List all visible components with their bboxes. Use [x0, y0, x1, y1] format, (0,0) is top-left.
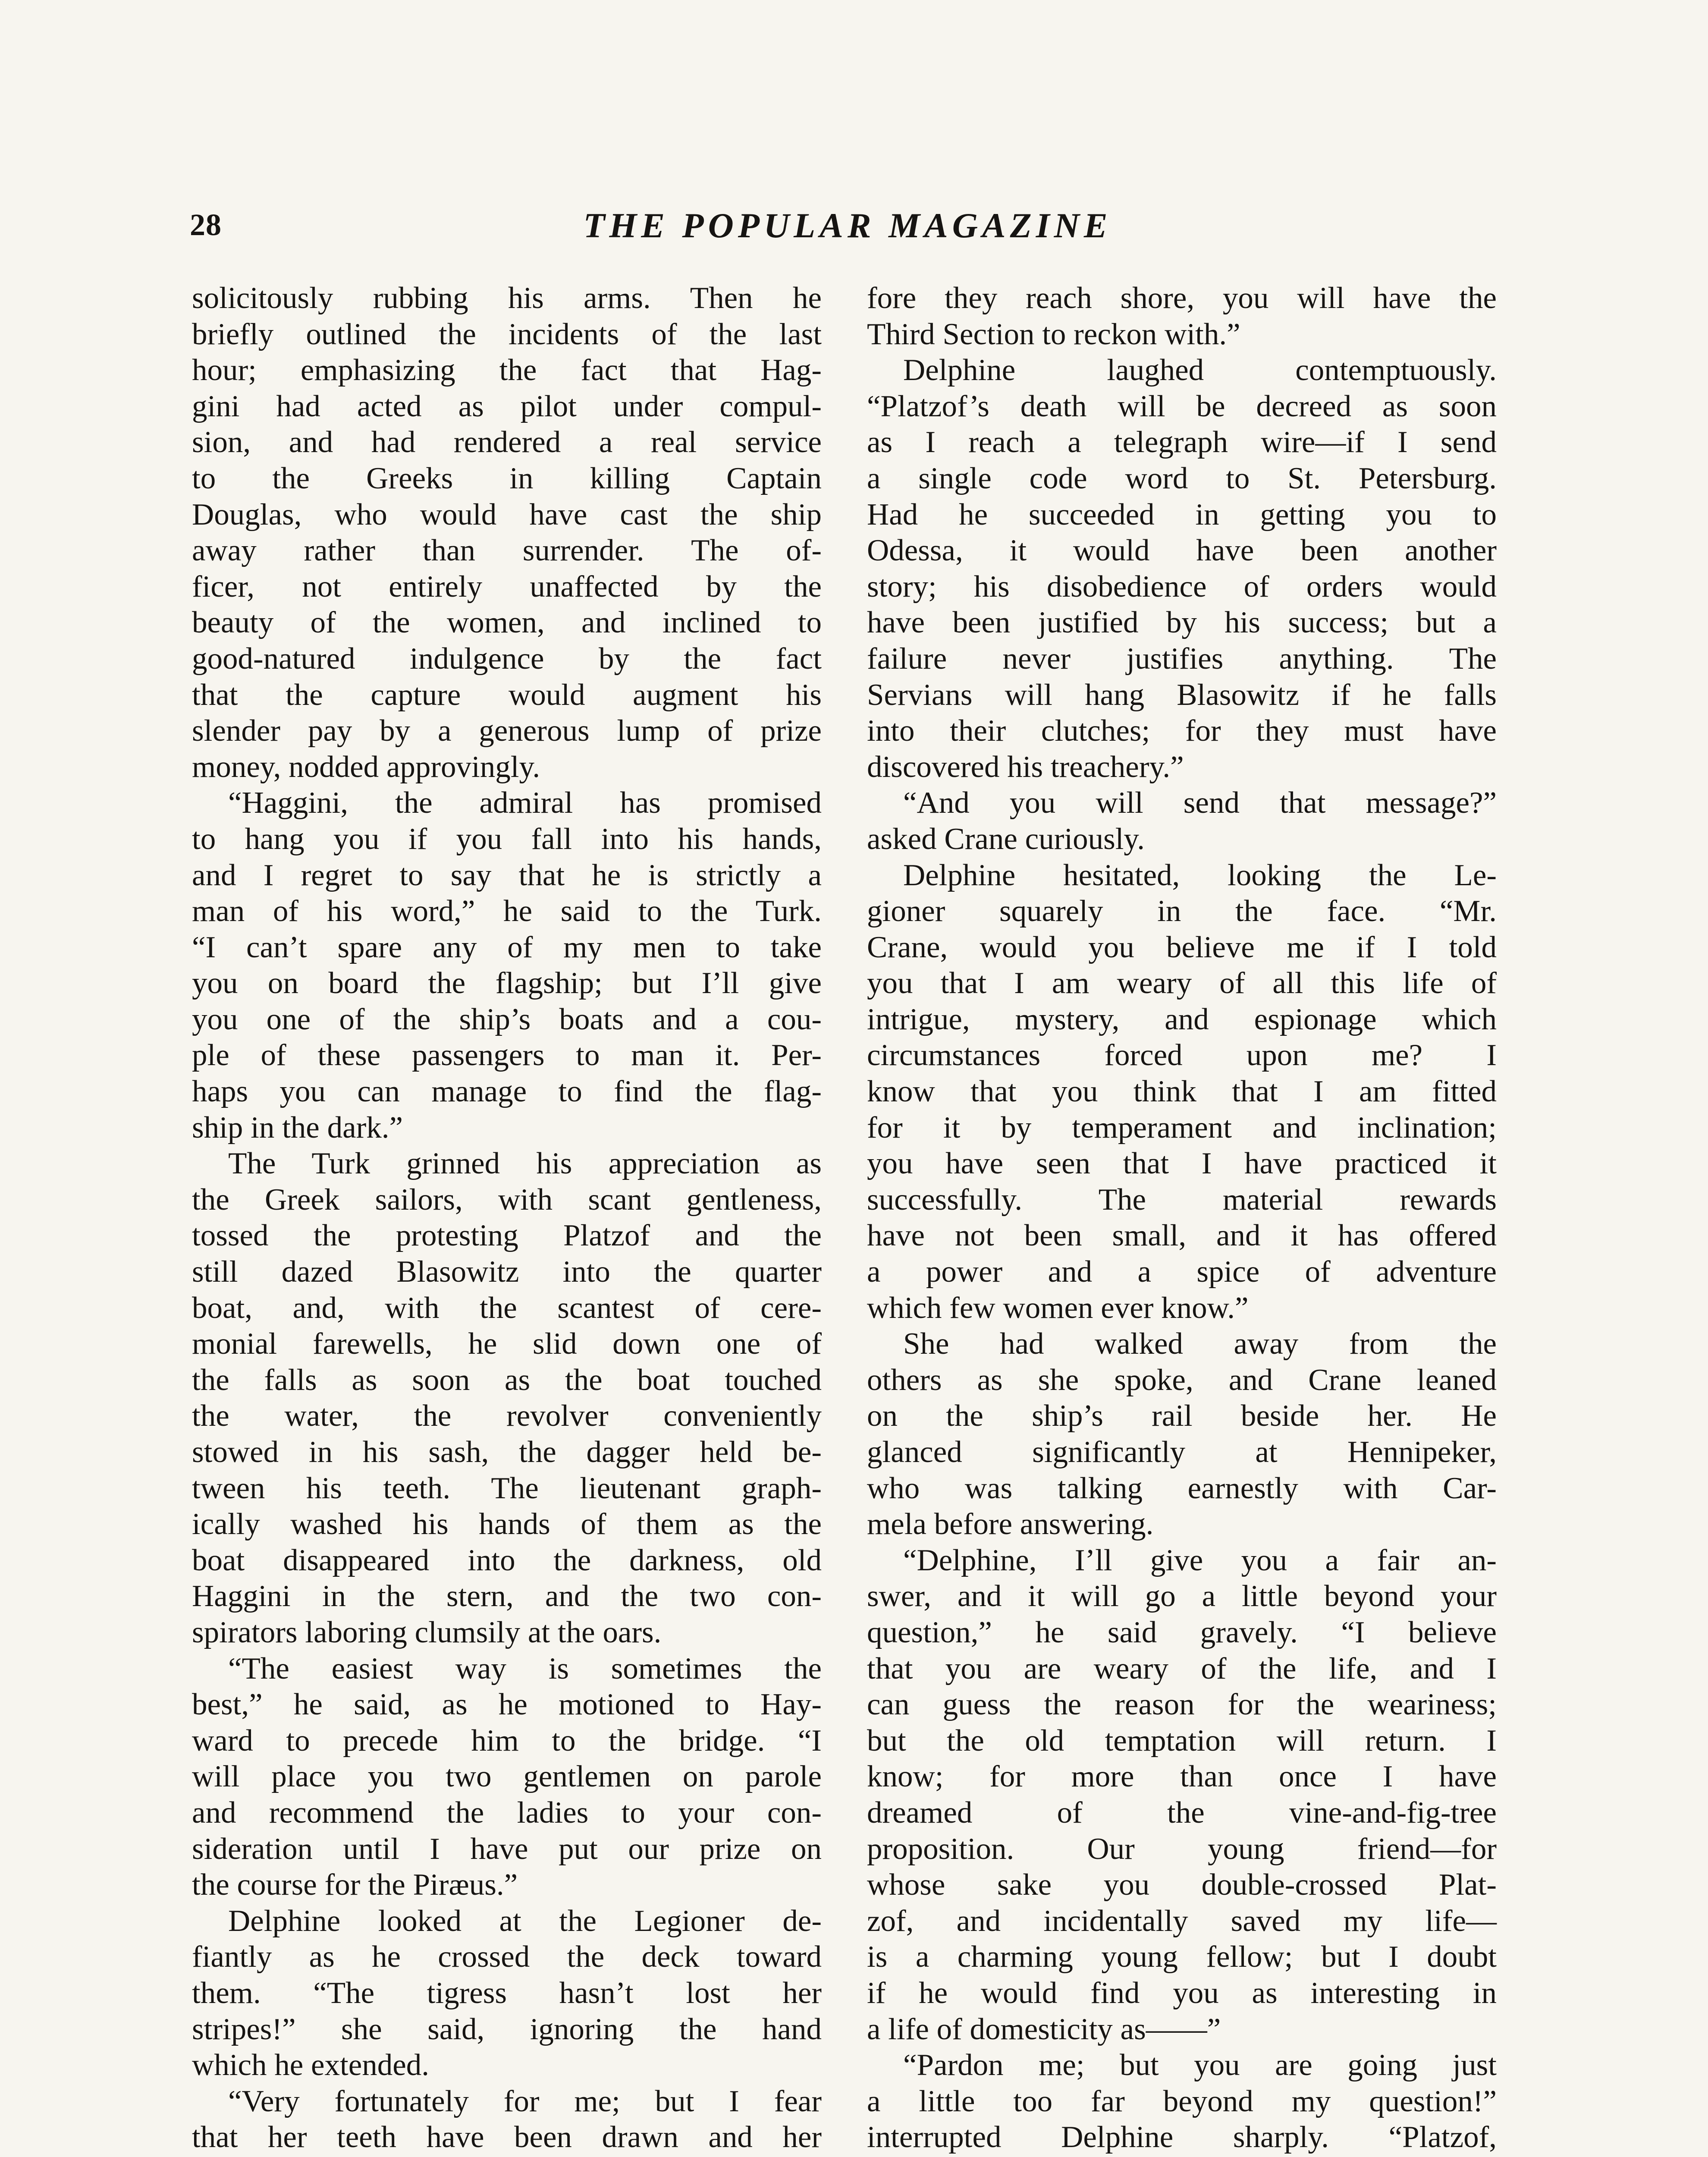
- text-line: you that I am weary of all this life of: [867, 966, 1497, 1000]
- text-line: dreamed of the vine-and-fig-tree: [867, 1795, 1497, 1830]
- text-line: Had he succeeded in getting you to: [867, 497, 1497, 531]
- text-line: mela before answering.: [867, 1507, 1154, 1541]
- text-line: money, nodded approvingly.: [192, 750, 540, 784]
- text-line: the water, the revolver conveniently: [192, 1399, 822, 1433]
- text-line: She had walked away from the: [903, 1327, 1497, 1361]
- text-line: ically washed his hands of them as the: [192, 1507, 822, 1541]
- text-line: the falls as soon as the boat touched: [192, 1363, 822, 1397]
- text-line: ship in the dark.”: [192, 1110, 403, 1145]
- text-line: “Pardon me; but you are going just: [903, 2048, 1497, 2082]
- text-line: you on board the flagship; but I’ll give: [192, 966, 822, 1000]
- text-line: them. “The tigress hasn’t lost her: [192, 1976, 822, 2010]
- text-line: that you are weary of the life, and I: [867, 1651, 1497, 1685]
- text-line: sideration until I have put our prize on: [192, 1832, 822, 1866]
- text-line: “The easiest way is sometimes the: [228, 1651, 822, 1685]
- text-line: others as she spoke, and Crane leaned: [867, 1363, 1497, 1397]
- text-line: boat, and, with the scantest of cere-: [192, 1291, 822, 1325]
- text-column-left: [192, 280, 822, 2157]
- text-line: best,” he said, as he motioned to Hay-: [192, 1688, 822, 1722]
- text-line: know; for more than once I have: [867, 1760, 1497, 1794]
- text-line: successfully. The material rewards: [867, 1182, 1497, 1217]
- text-line: and I regret to say that he is strictly a: [192, 858, 822, 892]
- text-line: good-natured indulgence by the fact: [192, 641, 822, 676]
- text-line: know that you think that I am fitted: [867, 1075, 1497, 1109]
- text-line: Haggini in the stern, and the two con-: [192, 1579, 822, 1613]
- text-line: man of his word,” he said to the Turk.: [192, 894, 822, 928]
- text-line: a life of domesticity as——”: [867, 2012, 1221, 2046]
- text-line: as I reach a telegraph wire—if I send: [867, 425, 1497, 459]
- text-line: into their clutches; for they must have: [867, 714, 1497, 748]
- text-line: fiantly as he crossed the deck toward: [192, 1940, 822, 1974]
- text-line: that the capture would augment his: [192, 678, 822, 712]
- text-line: gini had acted as pilot under compul-: [192, 389, 822, 423]
- text-line: on the ship’s rail beside her. He: [867, 1399, 1497, 1433]
- text-line: to the Greeks in killing Captain: [192, 461, 822, 495]
- text-line: circumstances forced upon me? I: [867, 1038, 1497, 1072]
- text-line: Crane, would you believe me if I told: [867, 930, 1497, 964]
- text-line: ple of these passengers to man it. Per-: [192, 1038, 822, 1072]
- text-line: Third Section to reckon with.”: [867, 317, 1240, 351]
- text-line: which he extended.: [192, 2048, 430, 2082]
- text-line: gioner squarely in the face. “Mr.: [867, 894, 1497, 928]
- text-line: tossed the protesting Platzof and the: [192, 1219, 822, 1253]
- text-line: a power and a spice of adventure: [867, 1255, 1497, 1289]
- text-line: briefly outlined the incidents of the last: [192, 317, 822, 351]
- text-line: which few women ever know.”: [867, 1291, 1249, 1325]
- text-line: failure never justifies anything. The: [867, 641, 1497, 676]
- text-line: sion, and had rendered a real service: [192, 425, 822, 459]
- text-line: stowed in his sash, the dagger held be-: [192, 1435, 822, 1469]
- text-line: will place you two gentlemen on parole: [192, 1760, 822, 1794]
- text-line: The Turk grinned his appreciation as: [228, 1147, 822, 1181]
- text-line: Douglas, who would have cast the ship: [192, 497, 822, 531]
- text-line: a single code word to St. Petersburg.: [867, 461, 1497, 495]
- text-line: asked Crane curiously.: [867, 822, 1145, 856]
- text-line: but the old temptation will return. I: [867, 1723, 1497, 1758]
- text-line: whose sake you double-crossed Plat-: [867, 1868, 1497, 1902]
- running-title: THE POPULAR MAGAZINE: [583, 206, 1112, 245]
- text-line: tween his teeth. The lieutenant graph-: [192, 1471, 822, 1505]
- text-line: ficer, not entirely unaffected by the: [192, 569, 822, 604]
- text-line: can guess the reason for the weariness;: [867, 1688, 1497, 1722]
- text-line: boat disappeared into the darkness, old: [192, 1543, 822, 1577]
- text-line: who was talking earnestly with Car-: [867, 1471, 1497, 1505]
- text-line: “Delphine, I’ll give you a fair an-: [903, 1543, 1497, 1577]
- text-line: the course for the Piræus.”: [192, 1868, 518, 1902]
- text-column-right: [867, 280, 1497, 2157]
- text-line: that her teeth have been drawn and her: [192, 2120, 822, 2154]
- text-line: you one of the ship’s boats and a cou-: [192, 1002, 822, 1036]
- text-line: monial farewells, he slid down one of: [192, 1327, 822, 1361]
- text-line: if he would find you as interesting in: [867, 1976, 1497, 2010]
- text-line: swer, and it will go a little beyond your: [867, 1579, 1497, 1613]
- text-line: to hang you if you fall into his hands,: [192, 822, 822, 856]
- text-line: have been justified by his success; but a: [867, 606, 1497, 640]
- text-line: haps you can manage to find the flag-: [192, 1075, 822, 1109]
- text-line: Odessa, it would have been another: [867, 534, 1497, 568]
- text-line: is a charming young fellow; but I doubt: [867, 1940, 1497, 1974]
- page-number: 28: [190, 208, 222, 242]
- text-line: stripes!” she said, ignoring the hand: [192, 2012, 822, 2046]
- text-line: ward to precede him to the bridge. “I: [192, 1723, 822, 1758]
- page-header: [190, 207, 1505, 259]
- text-line: “Platzof’s death will be decreed as soon: [867, 389, 1497, 423]
- text-line: Delphine looked at the Legioner de-: [228, 1904, 822, 1938]
- text-line: story; his disobedience of orders would: [867, 569, 1497, 604]
- text-line: still dazed Blasowitz into the quarter: [192, 1255, 822, 1289]
- text-line: zof, and incidentally saved my life—: [867, 1904, 1497, 1938]
- text-line: Delphine hesitated, looking the Le-: [903, 858, 1497, 892]
- text-line: solicitously rubbing his arms. Then he: [192, 281, 822, 315]
- text-line: slender pay by a generous lump of prize: [192, 714, 822, 748]
- text-line: and recommend the ladies to your con-: [192, 1795, 822, 1830]
- text-line: Servians will hang Blasowitz if he falls: [867, 678, 1497, 712]
- text-line: a little too far beyond my question!”: [867, 2084, 1497, 2118]
- text-line: “And you will send that message?”: [903, 786, 1497, 820]
- text-line: question,” he said gravely. “I believe: [867, 1615, 1497, 1649]
- text-line: “Haggini, the admiral has promised: [228, 786, 822, 820]
- text-line: spirators laboring clumsily at the oars.: [192, 1615, 662, 1649]
- text-line: you have seen that I have practiced it: [867, 1147, 1497, 1181]
- text-line: away rather than surrender. The of-: [192, 534, 822, 568]
- text-line: beauty of the women, and inclined to: [192, 606, 822, 640]
- text-line: “Very fortunately for me; but I fear: [228, 2084, 822, 2118]
- text-line: Delphine laughed contemptuously.: [903, 353, 1497, 387]
- text-line: the Greek sailors, with scant gentleness,: [192, 1182, 822, 1217]
- text-line: glanced significantly at Hennipeker,: [867, 1435, 1497, 1469]
- text-line: interrupted Delphine sharply. “Platzof,: [867, 2120, 1497, 2154]
- text-line: discovered his treachery.”: [867, 750, 1184, 784]
- text-line: fore they reach shore, you will have the: [867, 281, 1497, 315]
- text-line: “I can’t spare any of my men to take: [192, 930, 822, 964]
- text-line: proposition. Our young friend—for: [867, 1832, 1497, 1866]
- text-line: intrigue, mystery, and espionage which: [867, 1002, 1497, 1036]
- text-line: for it by temperament and inclination;: [867, 1110, 1497, 1145]
- text-line: hour; emphasizing the fact that Hag-: [192, 353, 822, 387]
- text-line: have not been small, and it has offered: [867, 1219, 1497, 1253]
